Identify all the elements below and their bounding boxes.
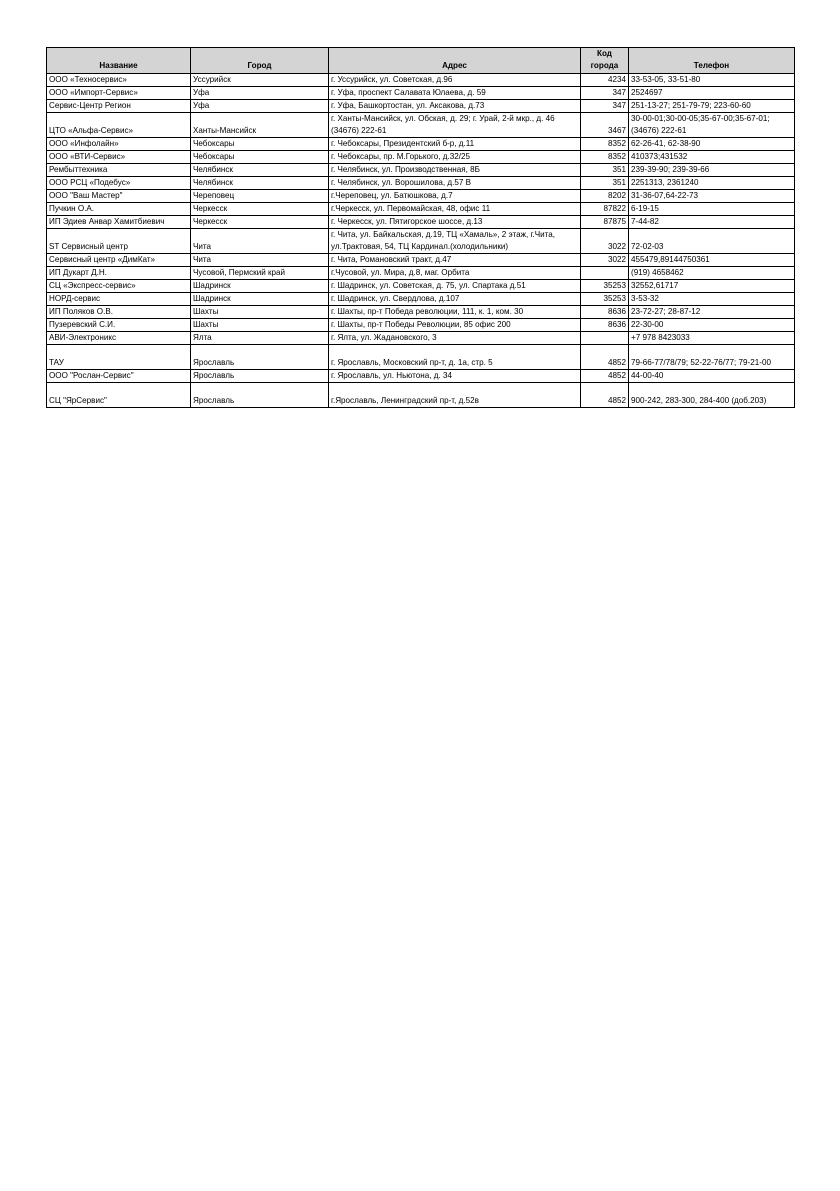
- cell-phone: 23-72-27; 28-87-12: [629, 306, 795, 319]
- cell-address: г. Шадринск, ул. Советская, д. 75, ул. Спартака д.51: [329, 280, 581, 293]
- service-centers-table: [46, 47, 795, 408]
- cell-name: СЦ "ЯрСервис": [47, 383, 191, 408]
- cell-code: 347: [581, 87, 629, 100]
- table-row: [47, 100, 795, 113]
- cell-phone: 62-26-41, 62-38-90: [629, 138, 795, 151]
- table-row: [47, 229, 795, 254]
- cell-city: Шадринск: [191, 293, 329, 306]
- cell-address: г.Ярославль, Ленинградский пр-т, д.52в: [329, 383, 581, 408]
- cell-name: АВИ-Электроникс: [47, 332, 191, 345]
- cell-name: ЦТО «Альфа-Сервис»: [47, 113, 191, 138]
- cell-address: г. Уфа, проспект Салавата Юлаева, д. 59: [329, 87, 581, 100]
- header-name: Название: [47, 48, 191, 74]
- cell-code: 4852: [581, 345, 629, 370]
- cell-code: 87875: [581, 216, 629, 229]
- table-row: [47, 216, 795, 229]
- cell-address: г. Чита, ул. Байкальская, д.19, ТЦ «Хамаль», 2 этаж, г.Чита, ул.Трактовая, 54, ТЦ Кардинал.(холодильники): [329, 229, 581, 254]
- table-row: [47, 138, 795, 151]
- cell-address: г. Чебоксары, Президентский б-р, д.11: [329, 138, 581, 151]
- cell-phone: 30-00-01;30-00-05;35-67-00;35-67-01;(34676) 222-61: [629, 113, 795, 138]
- cell-address: г. Чебоксары, пр. М.Горького, д.32/25: [329, 151, 581, 164]
- cell-city: Черкесск: [191, 216, 329, 229]
- cell-name: ООО РСЦ «Подебус»: [47, 177, 191, 190]
- cell-phone: 2524697: [629, 87, 795, 100]
- cell-name: Рембыттехника: [47, 164, 191, 177]
- header-code: Код города: [581, 48, 629, 74]
- cell-name: НОРД-сервис: [47, 293, 191, 306]
- cell-address: г.Чусовой, ул. Мира, д.8, маг. Орбита: [329, 267, 581, 280]
- cell-name: ООО "Ваш Мастер": [47, 190, 191, 203]
- cell-code: 347: [581, 100, 629, 113]
- cell-name: ООО «Техносервис»: [47, 74, 191, 87]
- cell-phone: 6-19-15: [629, 203, 795, 216]
- cell-address: г. Черкесск, ул. Пятигорское шоссе, д.13: [329, 216, 581, 229]
- cell-city: Чебоксары: [191, 151, 329, 164]
- cell-city: Чита: [191, 254, 329, 267]
- cell-city: Уссурийск: [191, 74, 329, 87]
- cell-phone: 900-242, 283-300, 284-400 (доб.203): [629, 383, 795, 408]
- cell-address: г. Шахты, пр-т Победы Революции, 85 офис 200: [329, 319, 581, 332]
- header-phone: Телефон: [629, 48, 795, 74]
- cell-code: 351: [581, 164, 629, 177]
- table-row: [47, 280, 795, 293]
- cell-name: Пузеревский С.И.: [47, 319, 191, 332]
- header-address: Адрес: [329, 48, 581, 74]
- spreadsheet-page: [46, 47, 794, 408]
- table-row: [47, 370, 795, 383]
- cell-code: 4234: [581, 74, 629, 87]
- cell-phone: 2251313, 2361240: [629, 177, 795, 190]
- cell-name: ООО «ВТИ-Сервис»: [47, 151, 191, 164]
- cell-code: 8202: [581, 190, 629, 203]
- cell-code: 351: [581, 177, 629, 190]
- cell-phone: 239-39-90; 239-39-66: [629, 164, 795, 177]
- table-row: [47, 383, 795, 408]
- table-row: [47, 177, 795, 190]
- cell-code: 4852: [581, 370, 629, 383]
- cell-phone: 7-44-82: [629, 216, 795, 229]
- cell-phone: 72-02-03: [629, 229, 795, 254]
- cell-address: г. Ялта, ул. Жадановского, 3: [329, 332, 581, 345]
- table-body: [47, 74, 795, 408]
- cell-city: Шахты: [191, 319, 329, 332]
- table-row: [47, 332, 795, 345]
- cell-city: Челябинск: [191, 177, 329, 190]
- table-row: [47, 190, 795, 203]
- cell-address: г.Черкесск, ул. Первомайская, 48, офис 11: [329, 203, 581, 216]
- cell-city: Ярославль: [191, 370, 329, 383]
- cell-city: Шахты: [191, 306, 329, 319]
- cell-phone: 31-36-07,64-22-73: [629, 190, 795, 203]
- cell-name: ИП Эдиев Анвар Хамитбиевич: [47, 216, 191, 229]
- cell-phone: 32552,61717: [629, 280, 795, 293]
- table-row: [47, 74, 795, 87]
- cell-city: Уфа: [191, 100, 329, 113]
- table-row: [47, 164, 795, 177]
- cell-name: ИП Дукарт Д.Н.: [47, 267, 191, 280]
- cell-city: Уфа: [191, 87, 329, 100]
- cell-address: г. Уссурийск, ул. Советская, д.96: [329, 74, 581, 87]
- cell-city: Череповец: [191, 190, 329, 203]
- table-row: [47, 267, 795, 280]
- cell-code: 3467: [581, 113, 629, 138]
- header-city: Город: [191, 48, 329, 74]
- cell-name: ST Сервисный центр: [47, 229, 191, 254]
- cell-phone: 410373;431532: [629, 151, 795, 164]
- cell-city: Шадринск: [191, 280, 329, 293]
- cell-address: г. Челябинск, ул. Ворошилова, д.57 В: [329, 177, 581, 190]
- cell-phone: 251-13-27; 251-79-79; 223-60-60: [629, 100, 795, 113]
- cell-name: ИП Поляков О.В.: [47, 306, 191, 319]
- cell-city: Ханты-Мансийск: [191, 113, 329, 138]
- cell-name: ООО "Рослан-Сервис": [47, 370, 191, 383]
- cell-code: 3022: [581, 229, 629, 254]
- table-row: [47, 151, 795, 164]
- cell-city: Ялта: [191, 332, 329, 345]
- table-row: [47, 113, 795, 138]
- cell-code: [581, 332, 629, 345]
- cell-name: ТАУ: [47, 345, 191, 370]
- cell-name: СЦ «Экспресс-сервис»: [47, 280, 191, 293]
- table-row: [47, 319, 795, 332]
- cell-name: ООО «Импорт-Сервис»: [47, 87, 191, 100]
- table-row: [47, 203, 795, 216]
- cell-name: ООО «Инфолайн»: [47, 138, 191, 151]
- cell-city: Черкесск: [191, 203, 329, 216]
- cell-code: [581, 267, 629, 280]
- cell-code: 35253: [581, 280, 629, 293]
- table-row: [47, 293, 795, 306]
- cell-phone: 22-30-00: [629, 319, 795, 332]
- cell-address: г. Ханты-Мансийск, ул. Обская, д. 29; г. Урай, 2-й мкр., д. 46 (34676) 222-61: [329, 113, 581, 138]
- cell-code: 35253: [581, 293, 629, 306]
- table-row: [47, 87, 795, 100]
- cell-name: Сервис-Центр Регион: [47, 100, 191, 113]
- cell-address: г. Уфа, Башкортостан, ул. Аксакова, д.73: [329, 100, 581, 113]
- cell-code: 3022: [581, 254, 629, 267]
- cell-address: г.Череповец, ул. Батюшкова, д.7: [329, 190, 581, 203]
- cell-city: Ярославль: [191, 383, 329, 408]
- cell-phone: 455479,89144750361: [629, 254, 795, 267]
- cell-address: г. Шадринск, ул. Свердлова, д.107: [329, 293, 581, 306]
- cell-code: 87822: [581, 203, 629, 216]
- cell-city: Ярославль: [191, 345, 329, 370]
- table-row: [47, 345, 795, 370]
- cell-address: г. Ярославль, ул. Ньютона, д. 34: [329, 370, 581, 383]
- cell-code: 8636: [581, 306, 629, 319]
- cell-address: г. Чита, Романовский тракт, д.47: [329, 254, 581, 267]
- table-row: [47, 306, 795, 319]
- cell-address: г. Челябинск, ул. Производственная, 8Б: [329, 164, 581, 177]
- table-row: [47, 254, 795, 267]
- cell-phone: 3-53-32: [629, 293, 795, 306]
- cell-code: 8352: [581, 138, 629, 151]
- cell-city: Челябинск: [191, 164, 329, 177]
- cell-address: г. Ярославль, Московский пр-т, д. 1а, стр. 5: [329, 345, 581, 370]
- cell-city: Чусовой, Пермский край: [191, 267, 329, 280]
- cell-code: 8636: [581, 319, 629, 332]
- cell-code: 4852: [581, 383, 629, 408]
- cell-name: Пучкин О.А.: [47, 203, 191, 216]
- cell-phone: +7 978 8423033: [629, 332, 795, 345]
- cell-city: Чита: [191, 229, 329, 254]
- cell-phone: (919) 4658462: [629, 267, 795, 280]
- cell-name: Сервисный центр «ДимКат»: [47, 254, 191, 267]
- header-row: [47, 48, 795, 74]
- cell-phone: 44-00-40: [629, 370, 795, 383]
- cell-address: г. Шахты, пр-т Победа революции, 111, к. 1, ком. 30: [329, 306, 581, 319]
- cell-phone: 33-53-05, 33-51-80: [629, 74, 795, 87]
- cell-city: Чебоксары: [191, 138, 329, 151]
- cell-phone: 79-66-77/78/79; 52-22-76/77; 79-21-00: [629, 345, 795, 370]
- cell-code: 8352: [581, 151, 629, 164]
